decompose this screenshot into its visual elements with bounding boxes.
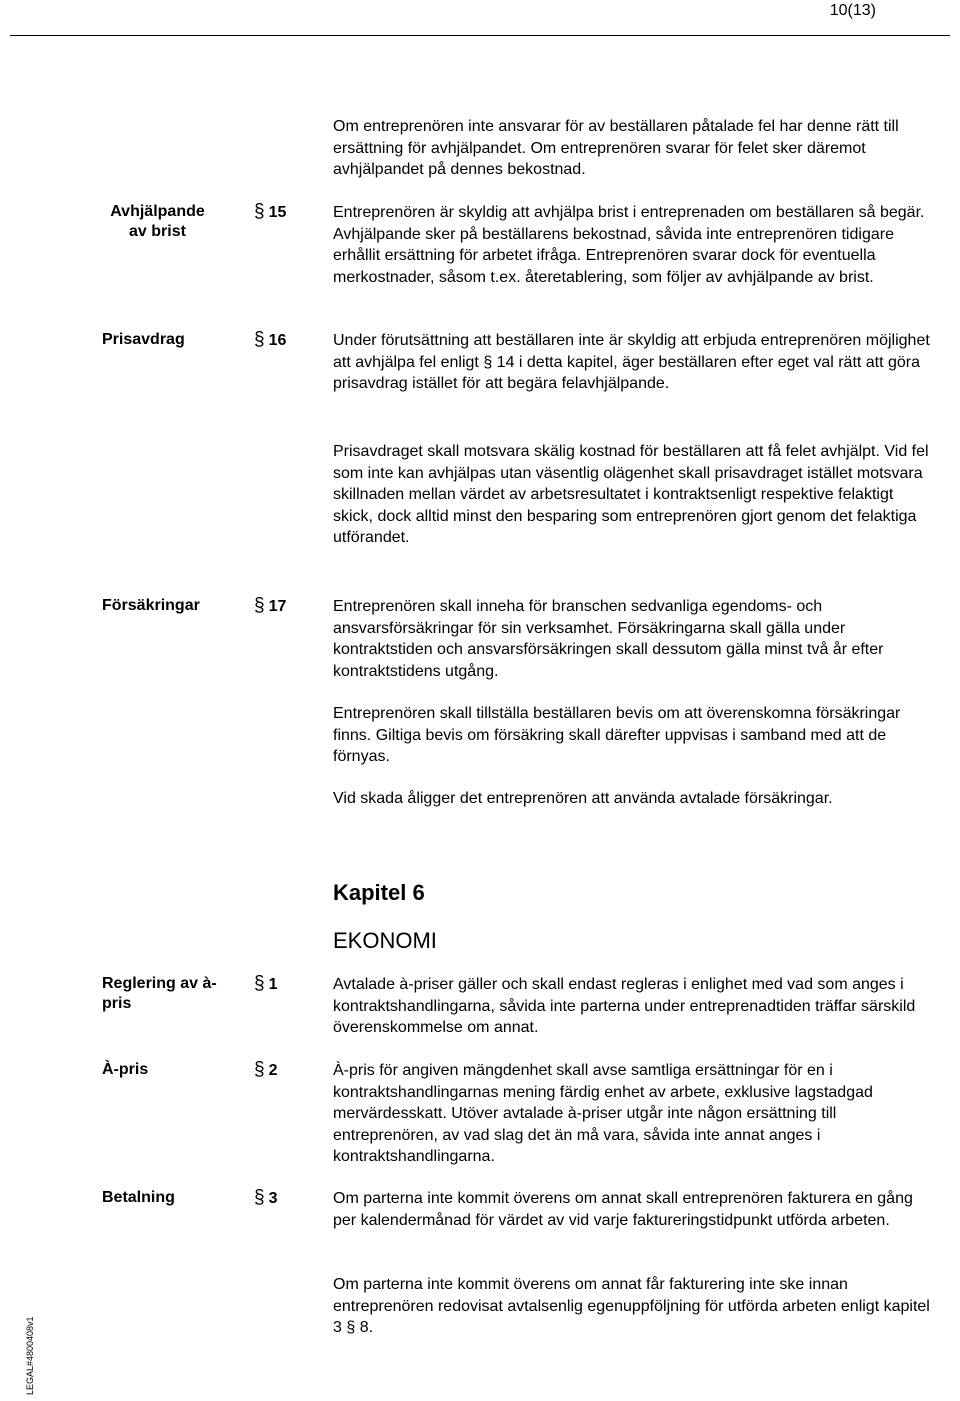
section-number: 1 — [268, 976, 278, 993]
section-15-paragraph-1: Entreprenören är skyldig att avhjälpa brist i entreprenaden om beställaren så begär. Avhjälpande sker på beställarens bekostnad, såvida inte entreprenören tidigare erhållit ersättning för arbetet ifråga. Entreprenören svarar dock för eventuella merkostnader, såsom t.ex. återetablering, som följer av avhjälpande av brist. — [333, 204, 925, 286]
ch6-section-3-paragraph-1: Om parterna inte kommit överens om annat skall entreprenören fakturera en gång per kalendermånad för värdet av vid varje faktureringstidpunkt utförda arbeten. — [333, 1190, 913, 1229]
section-16-paragraph-1: Under förutsättning att beställaren inte är skyldig att erbjuda entreprenören möjlighet att avhjälpa fel enligt § 14 i detta kapitel, äger beställaren efter eget val rätt att göra prisavdrag istället för att begära felavhjälpande. — [333, 332, 930, 392]
ch6-section-3-number — [254, 1188, 277, 1209]
section-17-label: Försäkringar — [102, 597, 200, 614]
section-number: 17 — [268, 598, 287, 615]
document-id: LEGAL#4800408v1 — [25, 1316, 35, 1395]
section-sign-icon: § — [254, 329, 265, 350]
section-16-number — [254, 330, 286, 351]
section-16-paragraph-2: Prisavdraget skall motsvara skälig kostnad för beställaren att få felet avhjälpt. Vid fel som inte kan avhjälpas utan väsentlig olägenhet skall prisavdraget istället motsvara skillnaden mellan värdet av arbetsresultatet i kontraktsenligt respektive felaktigt skick, dock alltid minst den besparing som entreprenören gjort genom det felaktiga utförandet. — [333, 443, 929, 546]
intro-paragraph: Om entreprenören inte ansvarar för av beställaren påtalade fel har denne rätt till ersättning för avhjälpandet. Om entreprenören svarar för felet sker däremot avhjälpandet på dennes bekostnad. — [333, 118, 899, 178]
section-16-label: Prisavdrag — [102, 331, 185, 348]
section-15-number — [254, 202, 286, 223]
ch6-section-3-label: Betalning — [102, 1189, 175, 1206]
section-sign-icon: § — [254, 201, 265, 222]
ch6-section-2-label: À-pris — [102, 1061, 149, 1078]
header-rule — [10, 35, 950, 36]
section-15-label: Avhjälpande av brist — [110, 203, 205, 240]
section-sign-icon: § — [254, 1059, 265, 1080]
ch6-section-2-number — [254, 1060, 277, 1081]
section-17-number — [254, 596, 286, 617]
section-sign-icon: § — [254, 973, 265, 994]
section-sign-icon: § — [254, 1187, 265, 1208]
ch6-section-1-paragraph-1: Avtalade à-priser gäller och skall endast regleras i enlighet med vad som anges i kontraktshandlingarna, såvida inte parterna under entreprenadtiden träffar särskild överenskommelse om annat. — [333, 976, 916, 1036]
chapter-subtitle: EKONOMI — [333, 928, 437, 953]
ch6-section-3-paragraph-2: Om parterna inte kommit överens om annat får fakturering inte ske innan entreprenören redovisat avtalsenlig egenuppföljning för utförda arbeten enligt kapitel 3 § 8. — [333, 1276, 930, 1336]
section-number: 15 — [268, 204, 287, 221]
section-sign-icon: § — [254, 595, 265, 616]
section-number: 3 — [268, 1190, 278, 1207]
ch6-section-1-label: Reglering av à-pris — [102, 975, 217, 1012]
section-17-paragraph-1: Entreprenören skall inneha för branschen sedvanliga egendoms- och ansvarsförsäkringar för sin verksamhet. Försäkringarna skall gälla under kontraktstiden och ansvarsförsäkringen skall dessutom gälla minst två år efter kontraktstidens utgång. — [333, 598, 884, 680]
ch6-section-1-number — [254, 974, 277, 995]
ch6-section-2-paragraph-1: À-pris för angiven mängdenhet skall avse samtliga ersättningar för en i kontraktshandlingarnas mening färdig enhet av arbete, exklusive lagstadgad mervärdesskatt. Utöver avtalade à-priser utgår inte någon ersättning till entreprenören, av vad slag det än må vara, såvida inte annat anges i kontraktshandlingarna. — [333, 1062, 873, 1165]
section-17-paragraph-2: Entreprenören skall tillställa beställaren bevis om att överenskomna försäkringar finns. Giltiga bevis om försäkring skall därefter uppvisas i samband med att de förnyas. — [333, 705, 901, 765]
page-number: 10(13) — [829, 2, 876, 19]
section-number: 2 — [268, 1062, 278, 1079]
section-number: 16 — [268, 332, 287, 349]
chapter-title: Kapitel 6 — [333, 880, 425, 905]
section-17-paragraph-3: Vid skada åligger det entreprenören att använda avtalade försäkringar. — [333, 790, 833, 807]
